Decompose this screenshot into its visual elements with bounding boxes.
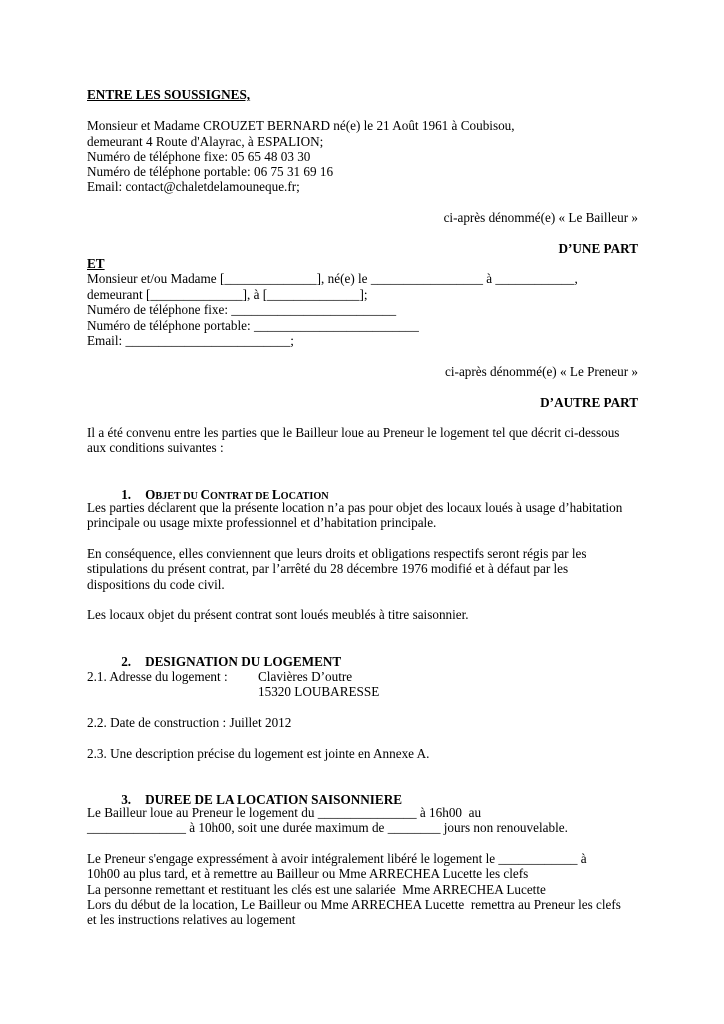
bailleur-designation: ci-après dénommé(e) « Le Bailleur » <box>443 210 638 225</box>
section-2-number: 2. <box>121 654 132 669</box>
preneur-email: Email: _________________________; <box>87 333 294 348</box>
preneur-designation: ci-après dénommé(e) « Le Preneur » <box>445 364 638 379</box>
section-1-number: 1. <box>121 487 132 502</box>
s1-p1-line-2: principale ou usage mixte professionnel et d’habitation principale. <box>87 515 437 530</box>
bailleur-phone-mobile: Numéro de téléphone portable: 06 75 31 69 16 <box>87 164 334 179</box>
section-3-title: DUREE DE LA LOCATION SAISONNIERE <box>145 792 403 807</box>
intro-line-1: Il a été convenu entre les parties que le Bailleur loue au Preneur le logement tel que décrit ci-dessous <box>87 425 620 440</box>
s3-p1-line-1: Le Bailleur loue au Preneur le logement du _______________ à 16h00 au <box>87 805 482 820</box>
et-heading: ET <box>87 256 105 271</box>
intro-line-2: aux conditions suivantes : <box>87 440 224 455</box>
second-party-label: D’AUTRE PART <box>540 395 638 410</box>
address-line-1: Clavières D’outre <box>258 669 353 684</box>
section-3-number: 3. <box>121 792 132 807</box>
bailleur-phone-fixed: Numéro de téléphone fixe: 05 65 48 03 30 <box>87 149 311 164</box>
bailleur-email: Email: contact@chaletdelamouneque.fr; <box>87 179 300 194</box>
construction-date: 2.2. Date de construction : Juillet 2012 <box>87 715 292 730</box>
preneur-phone-mobile: Numéro de téléphone portable: _________________________ <box>87 318 419 333</box>
address-label: 2.1. Adresse du logement : <box>87 669 228 684</box>
preneur-phone-fixed: Numéro de téléphone fixe: _________________________ <box>87 302 397 317</box>
s1-p3: Les locaux objet du présent contrat sont loués meublés à titre saisonnier. <box>87 607 469 622</box>
section-2-title: DESIGNATION DU LOGEMENT <box>145 654 342 669</box>
s3-p2-line-1: Le Preneur s'engage expressément à avoir intégralement libéré le logement le ____________ à <box>87 851 587 866</box>
bailleur-identity: Monsieur et Madame CROUZET BERNARD né(e) le 21 Août 1961 à Coubisou, <box>87 118 515 133</box>
s1-p2-line-3: dispositions du code civil. <box>87 577 225 592</box>
annex-note: 2.3. Une description précise du logement est jointe en Annexe A. <box>87 746 430 761</box>
bailleur-address: demeurant 4 Route d'Alayrac, à ESPALION; <box>87 134 324 149</box>
address-line-2: 15320 LOUBARESSE <box>258 684 380 699</box>
s1-p2-line-2: stipulations du présent contrat, par l’arrêté du 28 décembre 1976 modifié et à défaut par les <box>87 561 569 576</box>
preneur-identity: Monsieur et/ou Madame [______________], né(e) le _________________ à ____________, <box>87 271 578 286</box>
first-party-label: D’UNE PART <box>558 241 638 256</box>
s1-p2-line-1: En conséquence, elles conviennent que leurs droits et obligations respectifs seront régis par les <box>87 546 587 561</box>
section-1-heading: 1. OBJET DU CONTRAT DE LOCATION <box>121 487 329 502</box>
parties-heading: ENTRE LES SOUSSIGNES, <box>87 87 251 102</box>
s3-p1-line-2: _______________ à 10h00, soit une durée maximum de ________ jours non renouvelable. <box>87 820 568 835</box>
s3-p2-line-2: 10h00 au plus tard, et à remettre au Bailleur ou Mme ARRECHEA Lucette les clefs <box>87 866 529 881</box>
preneur-address: demeurant [______________], à [______________]; <box>87 287 368 302</box>
s3-p2-line-3: La personne remettant et restituant les clés est une salariée Mme ARRECHEA Lucette <box>87 882 546 897</box>
s3-p2-line-4: Lors du début de la location, Le Bailleur ou Mme ARRECHEA Lucette remettra au Preneur les clefs <box>87 897 621 912</box>
s1-p1-line-1: Les parties déclarent que la présente location n’a pas pour objet des locaux loués à usage d’habitation <box>87 500 623 515</box>
s3-p2-line-5: et les instructions relatives au logement <box>87 912 296 927</box>
